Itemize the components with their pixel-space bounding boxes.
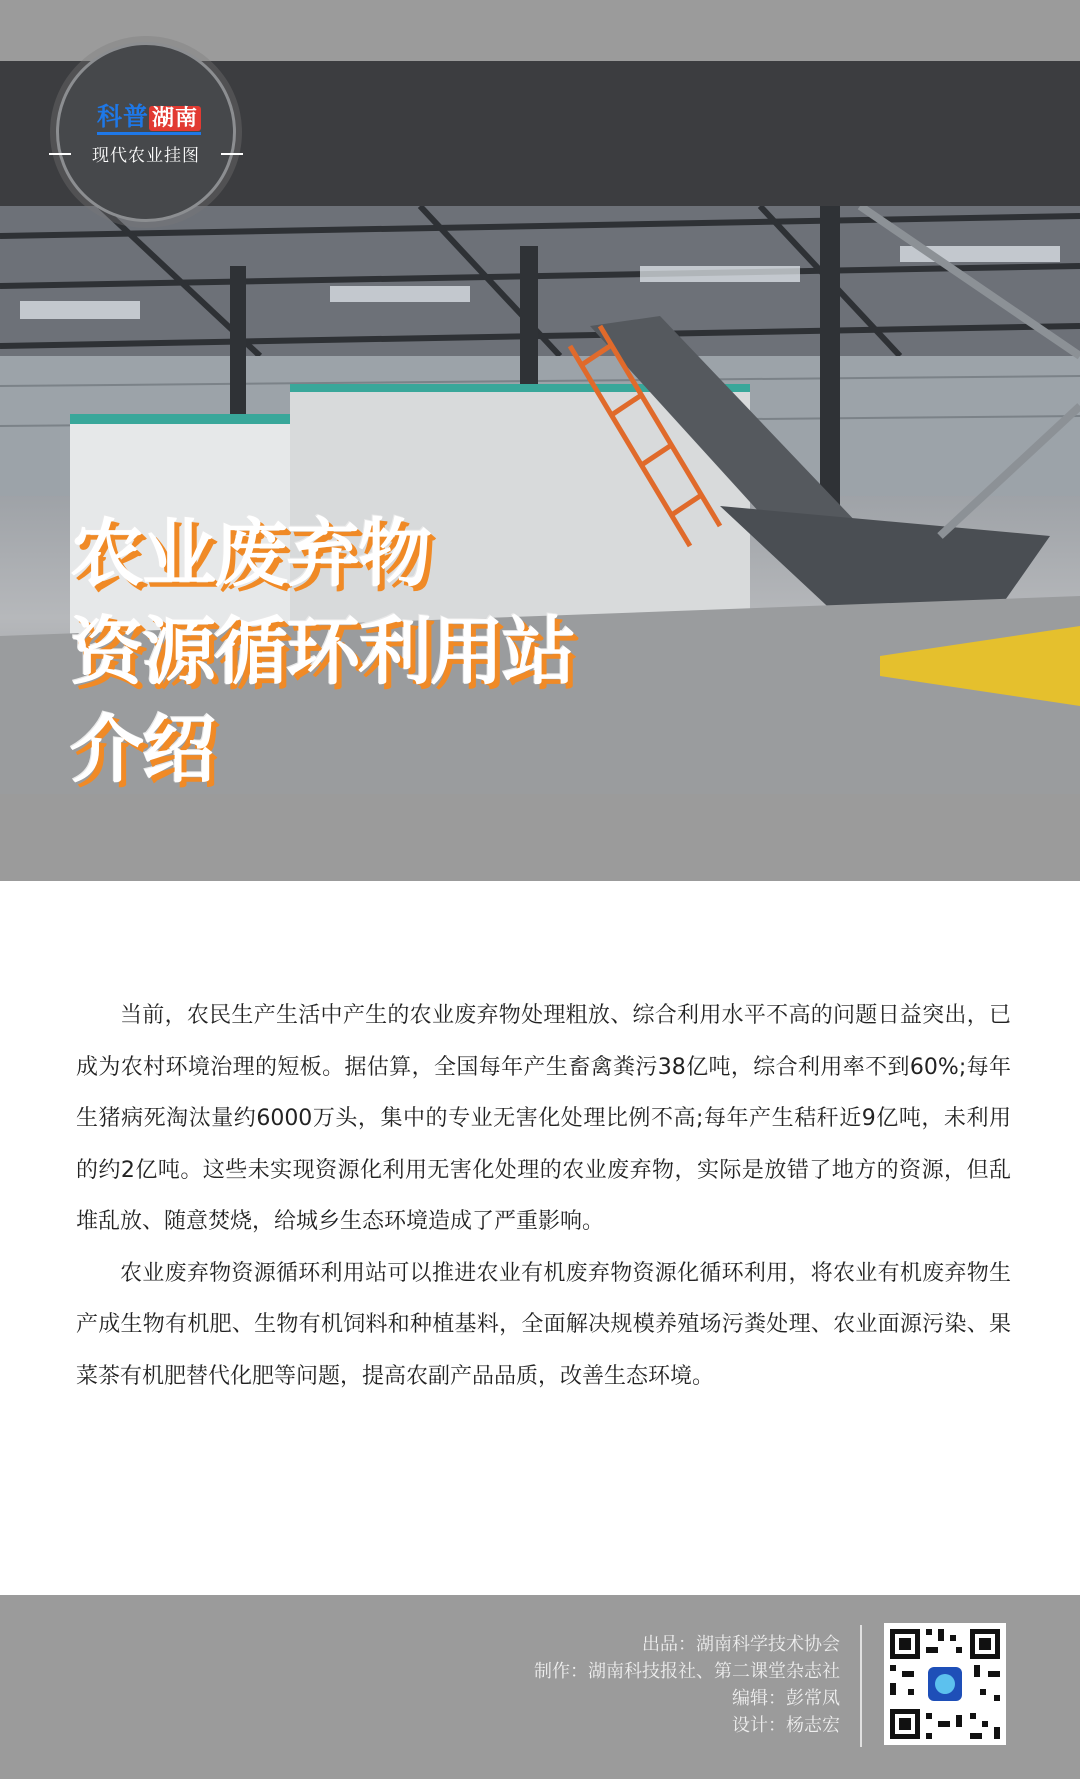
article-body [76, 990, 1011, 1402]
logo-underline [97, 132, 201, 135]
qr-code[interactable] [884, 1623, 1006, 1745]
footer-divider [860, 1625, 862, 1747]
headline [70, 505, 574, 799]
article-paragraph: 农业废弃物资源循环利用站可以推进农业有机废弃物资源化循环利用，将农业有机废弃物生产成生物有机肥、生物有机饲料和种植基料，全面解决规模养殖场污粪处理、农业面源污染、果菜茶有机肥替代化肥等问题，提高农副产品品质，改善生态环境。 [76, 1260, 1011, 1389]
brand-badge [56, 42, 236, 222]
qr-code-icon [884, 1623, 1006, 1745]
credit-producer: 制作：湖南科技报社、第二课堂杂志社 [534, 1661, 840, 1682]
logo-text-primary: 科普 [96, 102, 149, 131]
footer [0, 1595, 1080, 1779]
credit-designer: 设计：杨志宏 [732, 1715, 840, 1736]
headline-line-1: 农业废弃物 [70, 511, 430, 597]
brand-subtitle: 现代农业挂图 [92, 146, 200, 166]
subtitle-rule-right [221, 153, 243, 155]
credit-editor: 编辑：彭常凤 [732, 1688, 840, 1709]
bottom-grey-band [0, 794, 1080, 881]
headline-line-3: 介绍 [70, 707, 214, 793]
credits [534, 1631, 840, 1739]
headline-line-2: 资源循环利用站 [70, 609, 574, 695]
brand-logo [89, 97, 209, 133]
article-paragraph: 当前，农民生产生活中产生的农业废弃物处理粗放、综合利用水平不高的问题日益突出，已成为农村环境治理的短板。据估算，全国每年产生畜禽粪污38亿吨，综合利用率不到60%;每年生猪病死淘汰量约6000万头，集中的专业无害化处理比例不高;每年产生秸秆近9亿吨，未利用的约2亿吨。这些未实现资源化利用无害化处理的农业废弃物，实际是放错了地方的资源，但乱堆乱放、随意焚烧，给城乡生态环境造成了严重影响。 [76, 1003, 1011, 1234]
credit-publisher: 出品：湖南科学技术协会 [642, 1634, 840, 1655]
logo-text-highlight: 湖南 [149, 106, 201, 131]
